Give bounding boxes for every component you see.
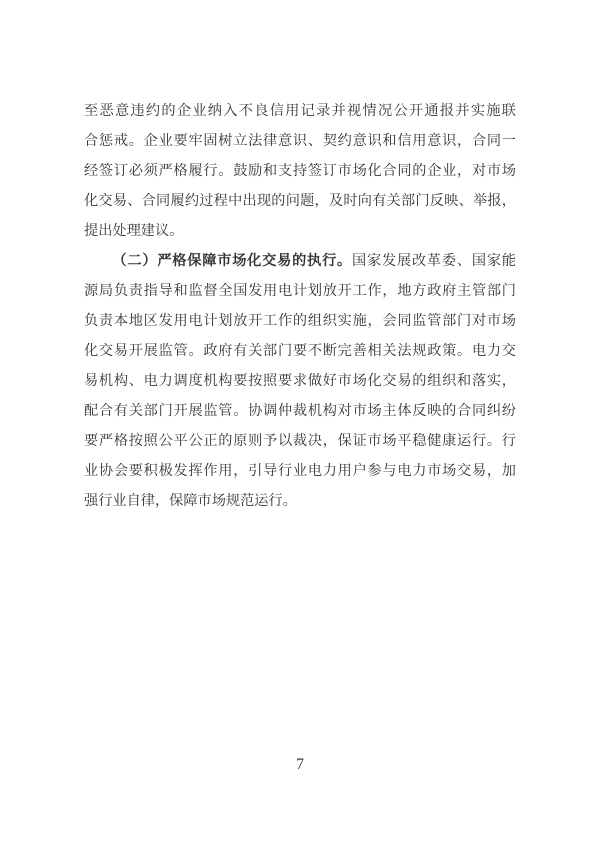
body-text: 强行业自律，保障市场规范运行。 xyxy=(84,493,297,509)
body-text: 经签订必须严格履行。鼓励和支持签订市场化合同的企业，对市场 xyxy=(84,163,516,179)
page-number: 7 xyxy=(296,756,304,773)
text-line xyxy=(84,96,516,126)
text-line xyxy=(84,456,516,486)
body-text: 要严格按照公平公正的原则予以裁决，保证市场平稳健康运行。行 xyxy=(84,433,516,449)
body-text: 化交易、合同履约过程中出现的问题，及时向有关部门反映、举报， xyxy=(84,193,516,209)
text-line xyxy=(84,276,516,306)
text-line xyxy=(84,366,516,396)
text-line xyxy=(84,186,516,216)
paragraph-section-two xyxy=(84,246,516,516)
body-text: 化交易开展监管。政府有关部门要不断完善相关法规政策。电力交 xyxy=(84,343,516,359)
document-body xyxy=(84,96,516,516)
section-heading-text: （二）严格保障市场化交易的执行。 xyxy=(112,253,353,269)
body-text: 源局负责指导和监督全国发用电计划放开工作，地方政府主管部门 xyxy=(84,283,516,299)
paragraph-continuation xyxy=(84,96,516,246)
text-line xyxy=(84,126,516,156)
text-line xyxy=(84,306,516,336)
text-line xyxy=(84,156,516,186)
body-text: 配合有关部门开展监管。协调仲裁机构对市场主体反映的合同纠纷 xyxy=(84,403,516,419)
body-text: 合惩戒。企业要牢固树立法律意识、契约意识和信用意识，合同一 xyxy=(84,133,516,149)
text-line xyxy=(84,426,516,456)
text-line xyxy=(84,336,516,366)
text-line xyxy=(84,246,516,276)
body-text: 国家发展改革委、国家能 xyxy=(352,253,516,269)
text-line xyxy=(84,486,516,516)
body-text: 易机构、电力调度机构要按照要求做好市场化交易的组织和落实， xyxy=(84,373,516,389)
body-text: 至恶意违约的企业纳入不良信用记录并视情况公开通报并实施联 xyxy=(84,103,516,119)
text-line xyxy=(84,216,516,246)
body-text: 业协会要积极发挥作用，引导行业电力用户参与电力市场交易，加 xyxy=(84,463,516,479)
body-text: 负责本地区发用电计划放开工作的组织实施，会同监管部门对市场 xyxy=(84,313,516,329)
body-text: 提出处理建议。 xyxy=(84,223,184,239)
text-line xyxy=(84,396,516,426)
